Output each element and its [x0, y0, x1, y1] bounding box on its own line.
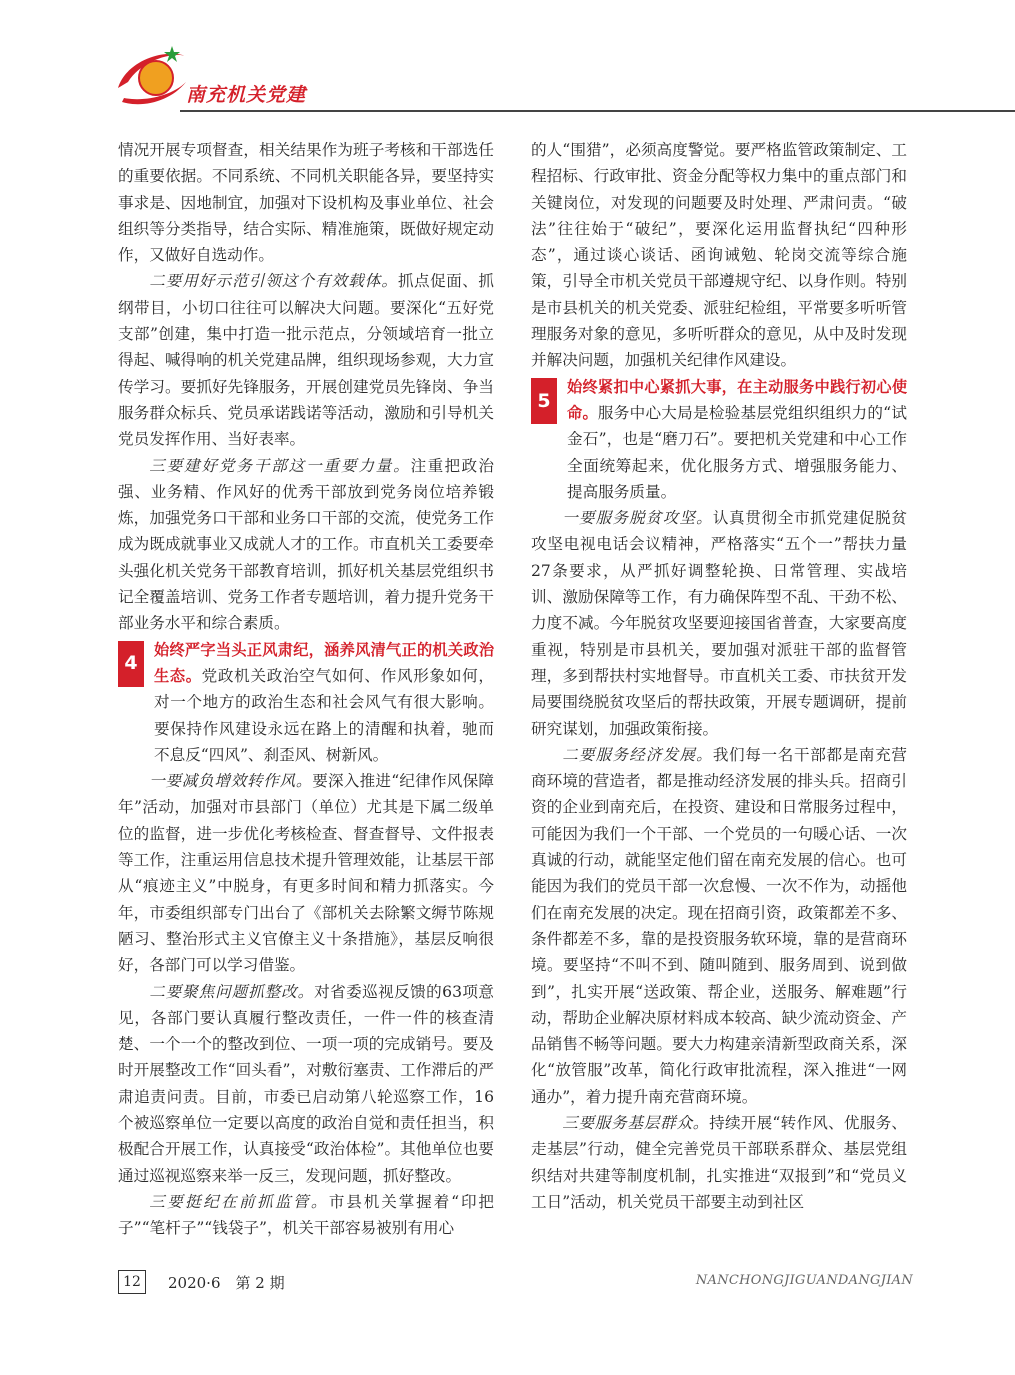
- subheading: 三要挺纪在前抓监管。: [149, 1192, 329, 1211]
- subheading: 三要建好党务干部这一重要力量。: [149, 456, 411, 475]
- footer-brand: NANCHONGJIGUANDANGJIAN: [695, 1273, 913, 1288]
- paragraph-text: 抓点促面、抓纲带目，小切口往往可以解决大问题。要深化“五好党支部”创建，集中打造一批示范点，分领域培育一批立得起、喊得响的机关党建品牌，组织现场参观，大力宣传学习。要抓好先锋服务，开展创建党员先锋岗、争当服务群众标兵、党员承诺践诺等活动，激励和引导机关党员发挥作用、当好表率。: [118, 272, 494, 449]
- paragraph: [118, 979, 494, 1189]
- header-rule: [180, 110, 1015, 112]
- page-footer: [118, 1270, 913, 1296]
- paragraph: 情况开展专项督查，相关结果作为班子考核和干部选任的重要依据。不同系统、不同机关职能各异，要坚持实事求是、因地制宜，加强对下设机构及事业单位、社会组织等分类指导，结合实际、精准施策，既做好规定动作，又做好自选动作。: [118, 141, 494, 265]
- paragraph-text: 认真贯彻全市抓党建促脱贫攻坚电视电话会议精神，严格落实“五个一”帮扶力量27条要求，从严抓好调整轮换、日常管理、实战培训、激励保障等工作，有力确保阵型不乱、干劲不松、力度不减。今年脱贫攻坚要迎接国省普查，大家要高度重视，特别是市县机关，要加强对派驻干部的监督管理，多到帮扶村实地督导。市直机关工委、市扶贫开发局要围绕脱贫攻坚后的帮扶政策，开展专题调研，提前研究谋划，加强政策衔接。: [531, 509, 907, 738]
- paragraph: [118, 1189, 494, 1242]
- subheading: 二要用好示范引领这个有效载体。: [149, 272, 398, 291]
- section-4: [118, 637, 494, 768]
- paragraph: [118, 453, 494, 637]
- left-column: [118, 137, 494, 1241]
- section-text: 党政机关政治空气如何、作风形象如何，对一个地方的政治生态和社会风气有很大影响。要保持作风建设永远在路上的清醒和执着，驰而不息反“四风”、刹歪风、树新风。: [154, 666, 494, 764]
- paragraph-text: 对省委巡视反馈的63项意见，各部门要认真履行整改责任，一件一件的核查清楚、一个一个的整改到位、一项一项的完成销号。要及时开展整改工作“回头看”，对敷衍塞责、工作滞后的严肃追责问责。目前，市委已启动第八轮巡察工作，16个被巡察单位一定要以高度的政治自觉和责任担当，积极配合开展工作，认真接受“政治体检”。其他单位也要通过巡视巡察来举一反三，发现问题，抓好整改。: [118, 982, 494, 1185]
- issue-label: 2020·6 第 2 期: [168, 1274, 285, 1292]
- section-heading: 始终严字当头正风肃纪，涵养风清气正的机关政治生态。: [154, 640, 494, 685]
- page-header: [0, 0, 1015, 125]
- paragraph: [531, 1110, 907, 1215]
- section-number-badge: 4: [118, 641, 144, 687]
- subheading: 一要服务脱贫攻坚。: [562, 509, 713, 528]
- subheading: 二要聚焦问题抓整改。: [149, 982, 315, 1001]
- paragraph: [531, 742, 907, 1110]
- paragraph-text: 要深入推进“纪律作风保障年”活动，加强对市县部门（单位）尤其是下属二级单位的监督，进一步优化考核检查、督查督导、文件报表等工作，注重运用信息技术提升管理效能，让基层干部从“痕迹主义”中脱身，有更多时间和精力抓落实。今年，市委组织部专门出台了《部机关去除繁文缛节陈规陋习、整治形式主义官僚主义十条措施》，基层反响很好，各部门可以学习借鉴。: [118, 772, 494, 975]
- paragraph: [118, 768, 494, 978]
- section-number-badge: 5: [531, 378, 557, 424]
- right-column: [531, 137, 907, 1215]
- magazine-title: 南充机关党建: [186, 84, 307, 106]
- section-heading: 始终紧扣中心紧抓大事，在主动服务中践行初心使命。: [567, 377, 907, 422]
- paragraph-text: 持续开展“转作风、优服务、走基层”行动，健全完善党员干部联系群众、基层党组织结对共建等制度机制，扎实推进“双报到”和“党员义工日”活动，机关党员干部要主动到社区: [531, 1113, 907, 1211]
- paragraph: [118, 268, 494, 452]
- paragraph-text: 市县机关掌握着“印把子”“笔杆子”“钱袋子”，机关干部容易被别有用心: [118, 1192, 494, 1238]
- subheading: 三要服务基层群众。: [562, 1113, 710, 1132]
- section-text: 服务中心大局是检验基层党组织组织力的“试金石”，也是“磨刀石”。要把机关党建和中心工作全面统筹起来，优化服务方式、增强服务能力、提高服务质量。: [567, 403, 907, 501]
- subheading: 二要服务经济发展。: [562, 745, 713, 764]
- party-star-globe-logo-icon: [112, 42, 192, 112]
- paragraph: 的人“围猎”，必须高度警觉。要严格监管政策制定、工程招标、行政审批、资金分配等权力集中的重点部门和关键岗位，对发现的问题要及时处理、严肃问责。“破法”往往始于“破纪”，要深化运用监督执纪“四种形态”，通过谈心谈话、函询诫勉、轮岗交流等综合施策，引导全市机关党员干部遵规守纪、以身作则。特别是市县机关的机关党委、派驻纪检组，平常要多听听管理服务对象的意见，多听听群众的意见，从中及时发现并解决问题，加强机关纪律作风建设。: [531, 141, 907, 370]
- subheading: 一要减负增效转作风。: [149, 772, 313, 791]
- paragraph-text: 我们每一名干部都是南充营商环境的营造者，都是推动经济发展的排头兵。招商引资的企业到南充后，在投资、建设和日常服务过程中，可能因为我们一个干部、一个党员的一句暖心话、一次真诚的行动，就能坚定他们留在南充发展的信心。也可能因为我们的党员干部一次怠慢、一次不作为，动摇他们在南充发展的决定。现在招商引资，政策都差不多、条件都差不多，靠的是投资服务软环境，靠的是营商环境。要坚持“不叫不到、随叫随到、服务周到、说到做到”，扎实开展“送政策、帮企业，送服务、解难题”行动，帮助企业解决原材料成本较高、缺少流动资金、产品销售不畅等问题。要大力构建亲清新型政商关系，深化“放管服”改革，简化行政审批流程，深入推进“一网通办”，着力提升南充营商环境。: [531, 745, 907, 1106]
- page-number: 12: [118, 1270, 146, 1294]
- paragraph: [531, 505, 907, 742]
- section-5: [531, 374, 907, 505]
- paragraph-text: 注重把政治强、业务精、作风好的优秀干部放到党务岗位培养锻炼，加强党务口干部和业务口干部的交流，使党务工作成为既成就事业又成就人才的工作。市直机关工委要牵头强化机关党务干部教育培训，抓好机关基层党组织书记全覆盖培训、党务工作者专题培训，着力提升党务干部业务水平和综合素质。: [118, 456, 494, 633]
